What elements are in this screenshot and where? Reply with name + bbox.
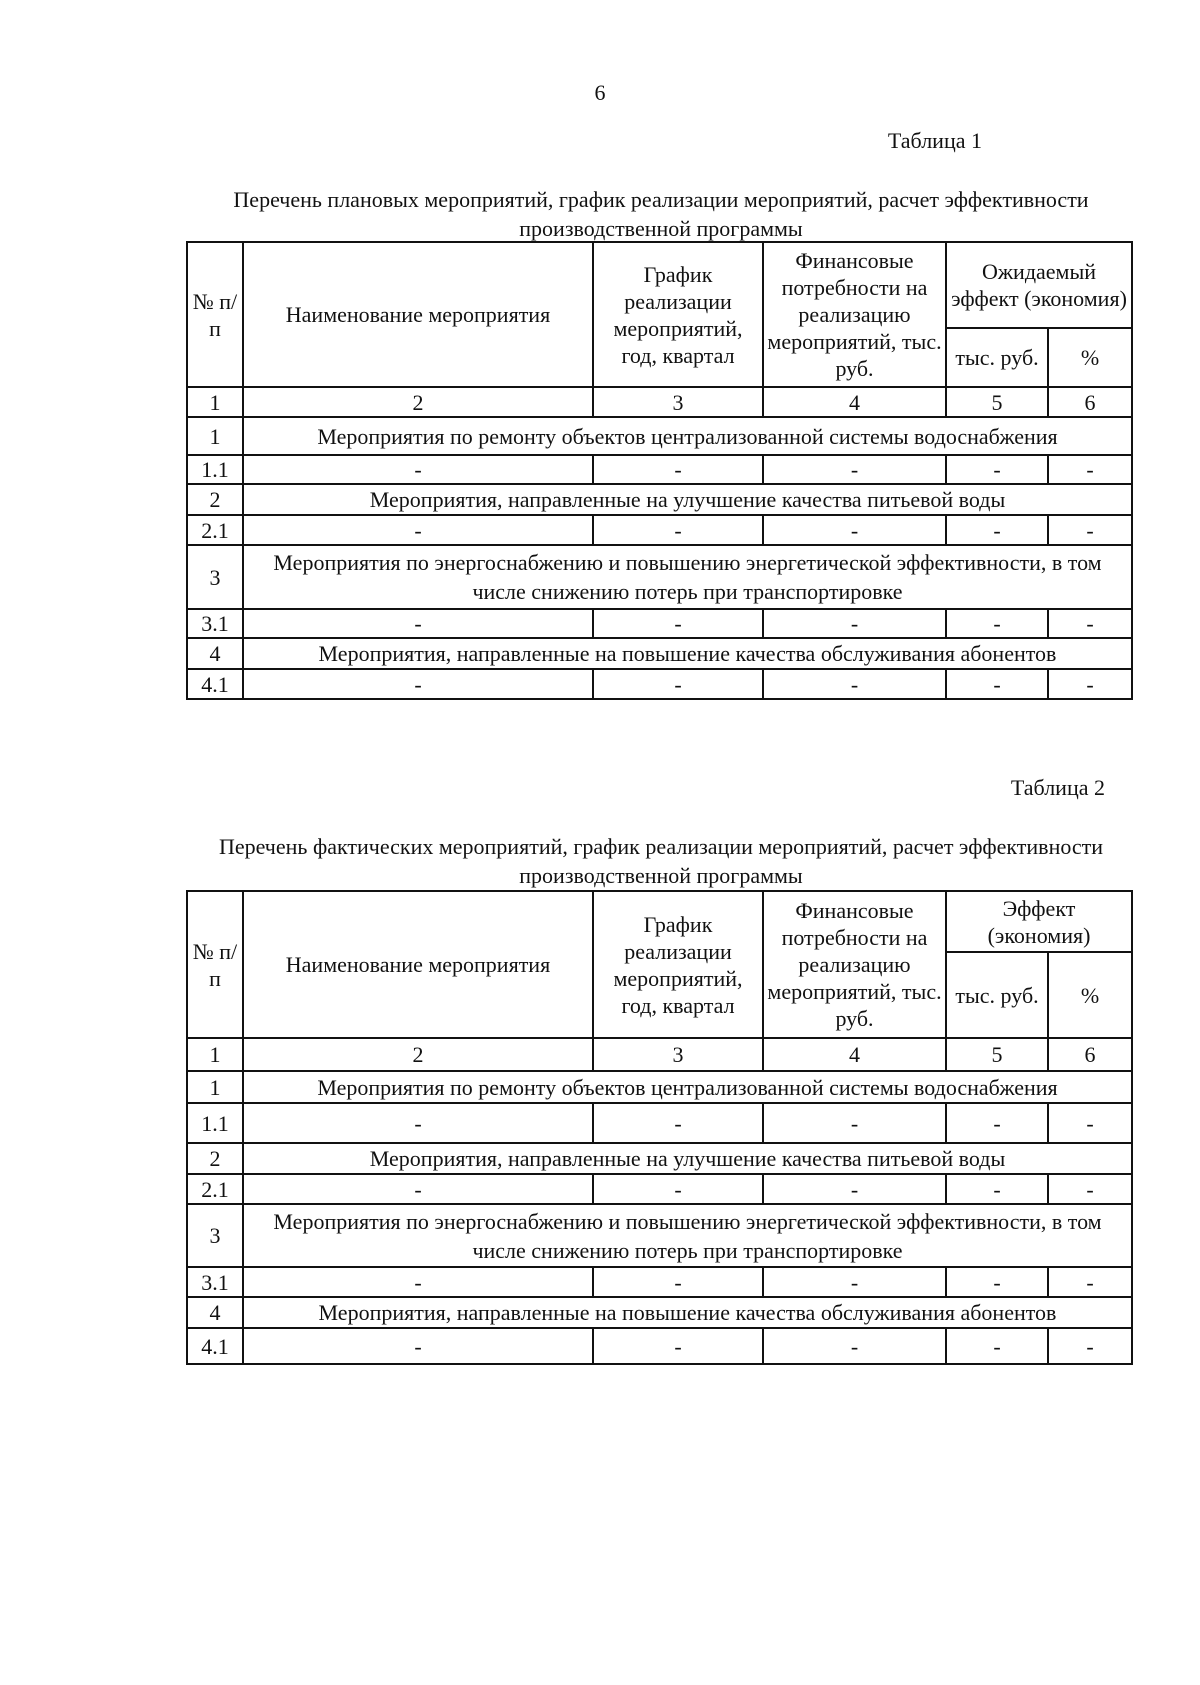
page-number: 6 xyxy=(594,80,606,105)
item-no: 2.1 xyxy=(187,515,243,545)
item-effect-rub: - xyxy=(946,1267,1048,1297)
item-no: 4.1 xyxy=(187,669,243,699)
item-name: - xyxy=(243,609,593,638)
item-row xyxy=(187,609,1132,638)
header-name: Наименование мероприятия xyxy=(243,242,593,387)
column-number-row xyxy=(187,1038,1132,1071)
col-number-3: 3 xyxy=(593,387,763,417)
table-2 xyxy=(186,890,1133,1365)
item-row xyxy=(187,669,1132,699)
section-title: Мероприятия по энергоснабжению и повышению энергетической эффективности, в том числе снижению потерь при транспортировке xyxy=(243,1204,1132,1267)
col-number-1: 1 xyxy=(187,387,243,417)
section-title: Мероприятия, направленные на улучшение качества питьевой воды xyxy=(243,484,1132,515)
item-schedule: - xyxy=(593,515,763,545)
section-row xyxy=(187,484,1132,515)
item-name: - xyxy=(243,1267,593,1297)
col-number-2: 2 xyxy=(243,1038,593,1071)
item-effect-percent: - xyxy=(1048,1103,1132,1143)
table-2-title: Перечень фактических мероприятий, график реализации мероприятий, расчет эффективности производственной программы xyxy=(218,834,1104,888)
item-finance: - xyxy=(763,609,946,638)
item-name: - xyxy=(243,1174,593,1204)
section-title: Мероприятия, направленные на повышение качества обслуживания абонентов xyxy=(243,1297,1132,1328)
section-title: Мероприятия, направленные на улучшение качества питьевой воды xyxy=(243,1143,1132,1174)
item-effect-rub: - xyxy=(946,1174,1048,1204)
section-no: 4 xyxy=(187,1297,243,1328)
section-no: 2 xyxy=(187,484,243,515)
header-percent: % xyxy=(1048,328,1132,387)
header-finance: Финансовые потребности на реализацию мероприятий, тыс. руб. xyxy=(763,891,946,1038)
section-title: Мероприятия, направленные на повышение качества обслуживания абонентов xyxy=(243,638,1132,669)
item-effect-rub: - xyxy=(946,455,1048,484)
item-effect-percent: - xyxy=(1048,669,1132,699)
header-schedule: График реализации мероприятий, год, квартал xyxy=(593,242,763,387)
section-title: Мероприятия по энергоснабжению и повышению энергетической эффективности, в том числе снижению потерь при транспортировке xyxy=(243,545,1132,609)
item-effect-percent: - xyxy=(1048,455,1132,484)
item-name: - xyxy=(243,1328,593,1364)
item-schedule: - xyxy=(593,1267,763,1297)
table-1-title: Перечень плановых мероприятий, график реализации мероприятий, расчет эффективности производственной программы xyxy=(233,187,1089,241)
col-number-4: 4 xyxy=(763,387,946,417)
col-number-5: 5 xyxy=(946,387,1048,417)
item-effect-rub: - xyxy=(946,669,1048,699)
item-effect-percent: - xyxy=(1048,1267,1132,1297)
table-1 xyxy=(186,241,1133,700)
item-finance: - xyxy=(763,455,946,484)
item-effect-rub: - xyxy=(946,1103,1048,1143)
item-effect-rub: - xyxy=(946,609,1048,638)
item-schedule: - xyxy=(593,1174,763,1204)
header-effect: Эффект (экономия) xyxy=(946,891,1132,952)
item-schedule: - xyxy=(593,1103,763,1143)
section-no: 1 xyxy=(187,1071,243,1103)
table-1-caption: Таблица 1 xyxy=(887,128,982,153)
section-row xyxy=(187,638,1132,669)
header-finance: Финансовые потребности на реализацию мероприятий, тыс. руб. xyxy=(763,242,946,387)
item-finance: - xyxy=(763,669,946,699)
section-row xyxy=(187,417,1132,455)
col-number-5: 5 xyxy=(946,1038,1048,1071)
col-number-6: 6 xyxy=(1048,1038,1132,1071)
item-finance: - xyxy=(763,1328,946,1364)
item-effect-rub: - xyxy=(946,515,1048,545)
section-no: 1 xyxy=(187,417,243,455)
col-number-4: 4 xyxy=(763,1038,946,1071)
section-title: Мероприятия по ремонту объектов централизованной системы водоснабжения xyxy=(243,1071,1132,1103)
section-row xyxy=(187,1297,1132,1328)
column-number-row xyxy=(187,387,1132,417)
item-no: 3.1 xyxy=(187,609,243,638)
section-no: 3 xyxy=(187,545,243,609)
item-name: - xyxy=(243,515,593,545)
section-row xyxy=(187,1071,1132,1103)
item-row xyxy=(187,515,1132,545)
header-thousand-rub: тыс. руб. xyxy=(946,328,1048,387)
item-schedule: - xyxy=(593,455,763,484)
item-effect-percent: - xyxy=(1048,515,1132,545)
item-row xyxy=(187,1328,1132,1364)
item-schedule: - xyxy=(593,669,763,699)
item-effect-percent: - xyxy=(1048,1328,1132,1364)
table-2-caption: Таблица 2 xyxy=(1010,775,1105,800)
header-row xyxy=(187,242,1132,328)
col-number-2: 2 xyxy=(243,387,593,417)
section-no: 2 xyxy=(187,1143,243,1174)
header-percent: % xyxy=(1048,952,1132,1038)
section-row xyxy=(187,545,1132,609)
section-no: 3 xyxy=(187,1204,243,1267)
item-finance: - xyxy=(763,1174,946,1204)
section-row xyxy=(187,1204,1132,1267)
item-effect-percent: - xyxy=(1048,609,1132,638)
header-row xyxy=(187,891,1132,952)
col-number-1: 1 xyxy=(187,1038,243,1071)
item-name: - xyxy=(243,455,593,484)
header-schedule: График реализации мероприятий, год, квартал xyxy=(593,891,763,1038)
header-thousand-rub: тыс. руб. xyxy=(946,952,1048,1038)
item-name: - xyxy=(243,1103,593,1143)
item-row xyxy=(187,1267,1132,1297)
item-no: 4.1 xyxy=(187,1328,243,1364)
item-row xyxy=(187,1103,1132,1143)
item-schedule: - xyxy=(593,609,763,638)
section-row xyxy=(187,1143,1132,1174)
item-effect-percent: - xyxy=(1048,1174,1132,1204)
item-row xyxy=(187,1174,1132,1204)
col-number-6: 6 xyxy=(1048,387,1132,417)
header-effect: Ожидаемый эффект (экономия) xyxy=(946,242,1132,328)
item-schedule: - xyxy=(593,1328,763,1364)
item-finance: - xyxy=(763,1267,946,1297)
item-finance: - xyxy=(763,1103,946,1143)
header-no: № п/п xyxy=(187,891,243,1038)
header-name: Наименование мероприятия xyxy=(243,891,593,1038)
section-no: 4 xyxy=(187,638,243,669)
item-no: 3.1 xyxy=(187,1267,243,1297)
item-no: 2.1 xyxy=(187,1174,243,1204)
item-effect-rub: - xyxy=(946,1328,1048,1364)
item-no: 1.1 xyxy=(187,455,243,484)
item-row xyxy=(187,455,1132,484)
item-no: 1.1 xyxy=(187,1103,243,1143)
col-number-3: 3 xyxy=(593,1038,763,1071)
item-name: - xyxy=(243,669,593,699)
section-title: Мероприятия по ремонту объектов централизованной системы водоснабжения xyxy=(243,417,1132,455)
item-finance: - xyxy=(763,515,946,545)
header-no: № п/п xyxy=(187,242,243,387)
